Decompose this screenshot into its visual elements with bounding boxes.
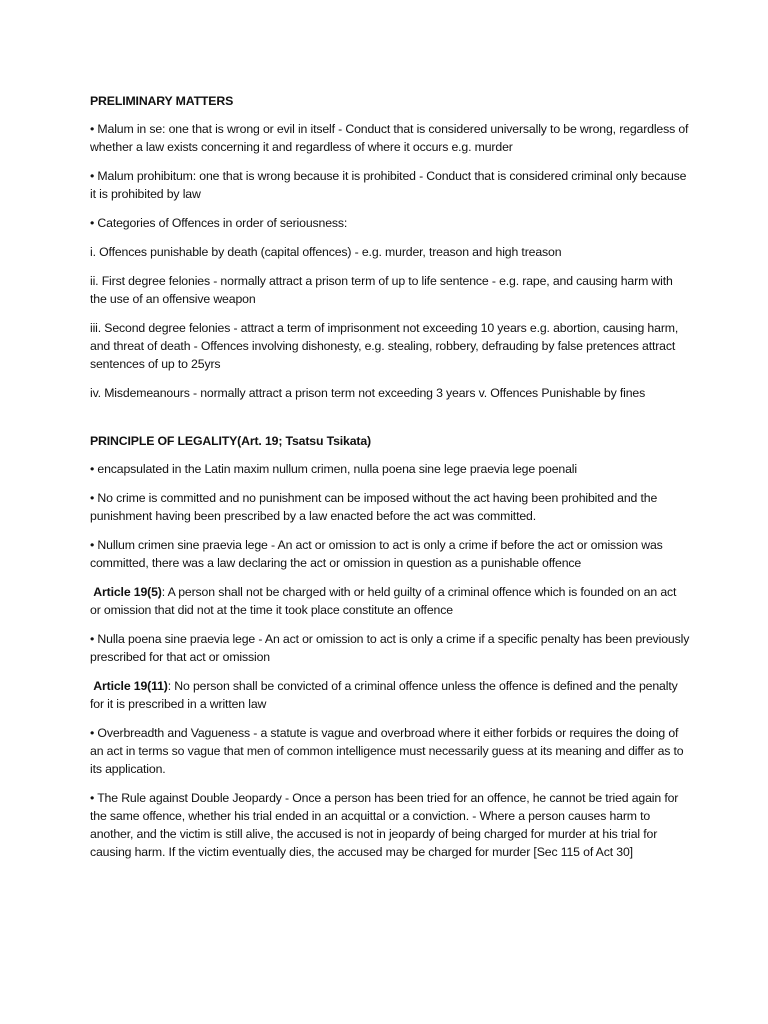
paragraph-article-19-5 <box>90 583 690 619</box>
paragraph-overbreadth: • Overbreadth and Vagueness - a statute is vague and overbroad where it either forbids or requires the doing of an act in terms so vague that men of common intelligence must necessarily guess at its meaning and differ as to its application. <box>90 726 684 776</box>
article-19-11-text: : No person shall be convicted of a criminal offence unless the offence is defined and the penalty for it is prescribed in a written law <box>90 679 678 711</box>
heading-legality-reference: (Art. 19; Tsatsu Tsikata) <box>237 434 371 448</box>
paragraph-latin-maxim: • encapsulated in the Latin maxim nullum crimen, nulla poena sine lege praevia lege poenali <box>90 462 577 476</box>
document-page <box>90 92 690 872</box>
section-heading-preliminary: PRELIMINARY MATTERS <box>90 94 234 108</box>
paragraph-nullum-crimen: • Nullum crimen sine praevia lege - An act or omission to act is only a crime if before the act or omission was committed, there was a law declaring the act or omission in question as a punishable offence <box>90 538 663 570</box>
paragraph-category-iv: iv. Misdemeanours - normally attract a prison term not exceeding 3 years v. Offences Punishable by fines <box>90 386 646 400</box>
article-19-5-label: Article 19(5) <box>93 585 162 599</box>
article-19-5-text: : A person shall not be charged with or held guilty of a criminal offence which is founded on an act or omission that did not at the time it took place constitute an offence <box>90 585 677 617</box>
heading-legality-title: PRINCIPLE OF LEGALITY <box>90 434 238 448</box>
section-spacer <box>90 413 690 432</box>
paragraph-double-jeopardy: • The Rule against Double Jeopardy - Once a person has been tried for an offence, he cannot be tried again for the same offence, whether his trial ended in an acquittal or a conviction. - Where a person causes harm to another, and the victim is still alive, the accused is not in jeopardy of being charged for murder at his trial for causing harm. If the victim eventually dies, the accused may be charged for murder [Sec 115 of Act 30] <box>90 791 679 859</box>
paragraph-malum-prohibitum: • Malum prohibitum: one that is wrong because it is prohibited - Conduct that is considered criminal only because it is prohibited by law <box>90 169 687 201</box>
paragraph-no-crime: • No crime is committed and no punishment can be imposed without the act having been prohibited and the punishment having been prescribed by a law enacted before the act was committed. <box>90 491 658 523</box>
paragraph-category-ii: ii. First degree felonies - normally attract a prison term of up to life sentence - e.g. rape, and causing harm with the use of an offensive weapon <box>90 274 673 306</box>
article-19-11-label: Article 19(11) <box>93 679 168 693</box>
paragraph-nulla-poena: • Nulla poena sine praevia lege - An act or omission to act is only a crime if a specific penalty has been previously prescribed for that act or omission <box>90 632 690 664</box>
paragraph-categories: • Categories of Offences in order of seriousness: <box>90 216 348 230</box>
section-heading-legality <box>90 432 690 450</box>
paragraph-category-i: i. Offences punishable by death (capital offences) - e.g. murder, treason and high treason <box>90 245 562 259</box>
paragraph-malum-in-se: • Malum in se: one that is wrong or evil in itself - Conduct that is considered universally to be wrong, regardless of whether a law exists concerning it and regardless of where it occurs e.g. murder <box>90 122 689 154</box>
paragraph-article-19-11 <box>90 677 690 713</box>
paragraph-category-iii: iii. Second degree felonies - attract a term of imprisonment not exceeding 10 years e.g. abortion, causing harm, and threat of death - Offences involving dishonesty, e.g. stealing, robbery, defrauding by false pretences attract sentences of up to 25yrs <box>90 321 679 371</box>
